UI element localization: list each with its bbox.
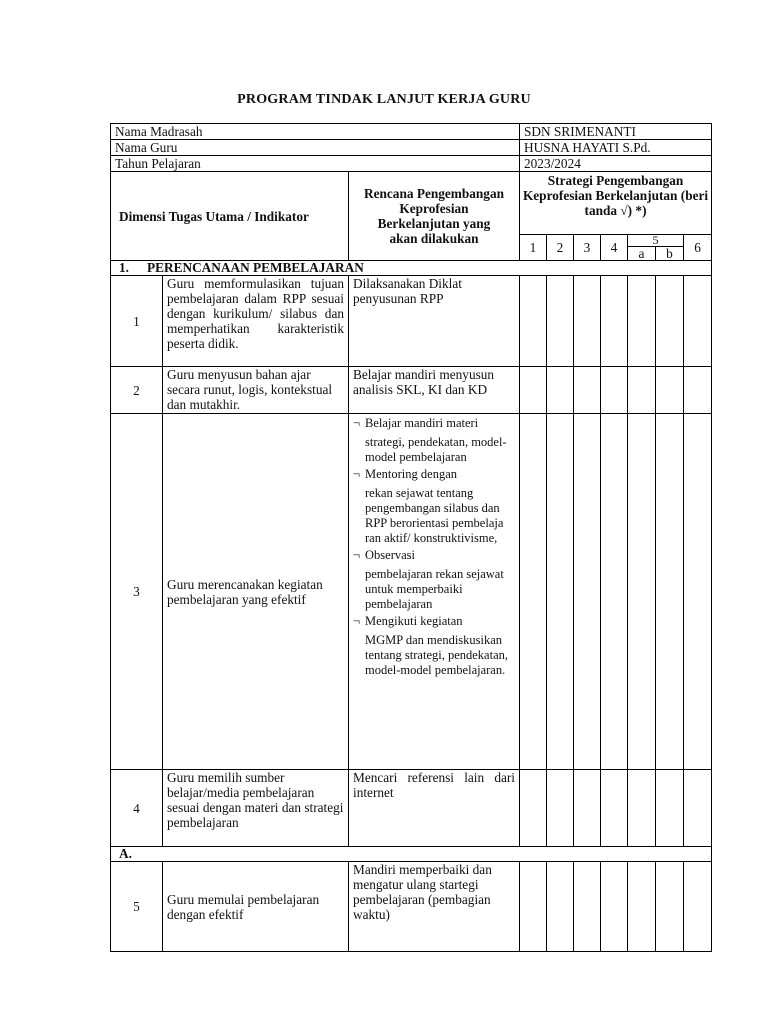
row-indikator: Guru memulai pembelajaran dengan efektif bbox=[163, 862, 349, 952]
check-cell[interactable] bbox=[628, 862, 656, 952]
check-cell[interactable] bbox=[656, 770, 684, 847]
check-cell[interactable] bbox=[628, 770, 656, 847]
list-item: ¬ Mentoring dengan rekan sejawat tentang pengembangan silabus dan RPP berorientasi pembelaja ran aktif/ konstruktivisme, bbox=[353, 467, 504, 545]
info-row-tahun bbox=[111, 156, 712, 172]
col-3: 3 bbox=[574, 235, 601, 261]
table-row bbox=[111, 367, 712, 414]
col-6: 6 bbox=[684, 235, 712, 261]
row-number: 3 bbox=[111, 414, 163, 770]
bullet-icon: ¬ bbox=[353, 614, 361, 628]
check-cell[interactable] bbox=[574, 367, 601, 414]
check-cell[interactable] bbox=[628, 414, 656, 770]
check-cell[interactable] bbox=[574, 276, 601, 367]
check-cell[interactable] bbox=[520, 414, 547, 770]
check-cell[interactable] bbox=[684, 367, 712, 414]
table-row bbox=[111, 862, 712, 952]
info-row-guru bbox=[111, 140, 712, 156]
table-row bbox=[111, 414, 712, 770]
section-row bbox=[111, 847, 712, 862]
row-number: 5 bbox=[111, 862, 163, 952]
bullet-icon: ¬ bbox=[353, 416, 361, 430]
row-number: 4 bbox=[111, 770, 163, 847]
row-indikator: Guru memformulasikan tujuan pembelajaran dalam RPP sesuai dengan kurikulum/ silabus dan memperhatikan karakteristik peserta didik. bbox=[163, 276, 349, 367]
info-value: HUSNA HAYATI S.Pd. bbox=[520, 140, 712, 156]
header-dimensi: Dimensi Tugas Utama / Indikator bbox=[111, 172, 349, 261]
check-cell[interactable] bbox=[547, 862, 574, 952]
bullet-icon: ¬ bbox=[353, 548, 361, 562]
check-cell[interactable] bbox=[684, 276, 712, 367]
check-cell[interactable] bbox=[547, 770, 574, 847]
row-rencana: Mencari referensi lain dari internet bbox=[349, 770, 520, 847]
info-row-madrasah bbox=[111, 124, 712, 140]
check-cell[interactable] bbox=[684, 862, 712, 952]
check-cell[interactable] bbox=[520, 276, 547, 367]
check-cell[interactable] bbox=[601, 770, 628, 847]
document-title: PROGRAM TINDAK LANJUT KERJA GURU bbox=[237, 92, 531, 107]
check-cell[interactable] bbox=[601, 367, 628, 414]
check-cell[interactable] bbox=[656, 367, 684, 414]
check-cell[interactable] bbox=[547, 367, 574, 414]
program-table bbox=[110, 123, 712, 952]
col-5b: b bbox=[656, 247, 684, 261]
check-cell[interactable] bbox=[656, 862, 684, 952]
info-label: Nama Guru bbox=[111, 140, 520, 156]
check-cell[interactable] bbox=[574, 770, 601, 847]
row-indikator: Guru memilih sumber belajar/media pembelajaran sesuai dengan materi dan strategi pembelajaran bbox=[163, 770, 349, 847]
row-rencana-list bbox=[349, 414, 520, 770]
list-item: ¬ Observasi pembelajaran rekan sejawat untuk memperbaiki pembelajaran bbox=[353, 548, 504, 611]
section-label: A. bbox=[111, 847, 712, 862]
bullet-icon: ¬ bbox=[353, 467, 361, 481]
check-cell[interactable] bbox=[574, 414, 601, 770]
row-number: 1 bbox=[111, 276, 163, 367]
check-cell[interactable] bbox=[684, 414, 712, 770]
check-cell[interactable] bbox=[520, 770, 547, 847]
check-cell[interactable] bbox=[656, 414, 684, 770]
check-cell[interactable] bbox=[628, 276, 656, 367]
check-cell[interactable] bbox=[520, 862, 547, 952]
check-cell[interactable] bbox=[547, 414, 574, 770]
check-cell[interactable] bbox=[601, 276, 628, 367]
table-row bbox=[111, 276, 712, 367]
check-cell[interactable] bbox=[656, 276, 684, 367]
table-row bbox=[111, 770, 712, 847]
row-rencana: Mandiri memperbaiki dan mengatur ulang startegi pembelajaran (pembagian waktu) bbox=[349, 862, 520, 952]
check-cell[interactable] bbox=[601, 414, 628, 770]
row-number: 2 bbox=[111, 367, 163, 414]
info-label: Tahun Pelajaran bbox=[111, 156, 520, 172]
header-row bbox=[111, 172, 712, 235]
col-1: 1 bbox=[520, 235, 547, 261]
header-rencana: Rencana Pengembangan Keprofesian Berkelanjutan yang akan dilakukan bbox=[349, 172, 520, 261]
col-5: 5 bbox=[628, 235, 684, 247]
list-item: ¬ Belajar mandiri materi strategi, pendekatan, model-model pembelajaran bbox=[353, 416, 507, 464]
check-cell[interactable] bbox=[684, 770, 712, 847]
check-cell[interactable] bbox=[628, 367, 656, 414]
section-title bbox=[111, 261, 712, 276]
col-2: 2 bbox=[547, 235, 574, 261]
section-row bbox=[111, 261, 712, 276]
info-label: Nama Madrasah bbox=[111, 124, 520, 140]
col-5a: a bbox=[628, 247, 656, 261]
info-value: SDN SRIMENANTI bbox=[520, 124, 712, 140]
section-number: 1. bbox=[119, 260, 129, 275]
header-strategi: Strategi Pengembangan Keprofesian Berkelanjutan (beri tanda √) *) bbox=[520, 172, 712, 235]
row-indikator: Guru menyusun bahan ajar secara runut, logis, kontekstual dan mutakhir. bbox=[163, 367, 349, 414]
row-rencana: Dilaksanakan Diklat penyusunan RPP bbox=[349, 276, 520, 367]
check-cell[interactable] bbox=[574, 862, 601, 952]
row-indikator: Guru merencanakan kegiatan pembelajaran yang efektif bbox=[163, 414, 349, 770]
info-value: 2023/2024 bbox=[520, 156, 712, 172]
col-4: 4 bbox=[601, 235, 628, 261]
check-cell[interactable] bbox=[520, 367, 547, 414]
list-item: ¬ Mengikuti kegiatan MGMP dan mendiskusikan tentang strategi, pendekatan, model-model pembelajaran. bbox=[353, 614, 508, 677]
check-cell[interactable] bbox=[601, 862, 628, 952]
row-rencana: Belajar mandiri menyusun analisis SKL, KI dan KD bbox=[349, 367, 520, 414]
check-cell[interactable] bbox=[547, 276, 574, 367]
section-label: PERENCANAAN PEMBELAJARAN bbox=[147, 260, 364, 275]
